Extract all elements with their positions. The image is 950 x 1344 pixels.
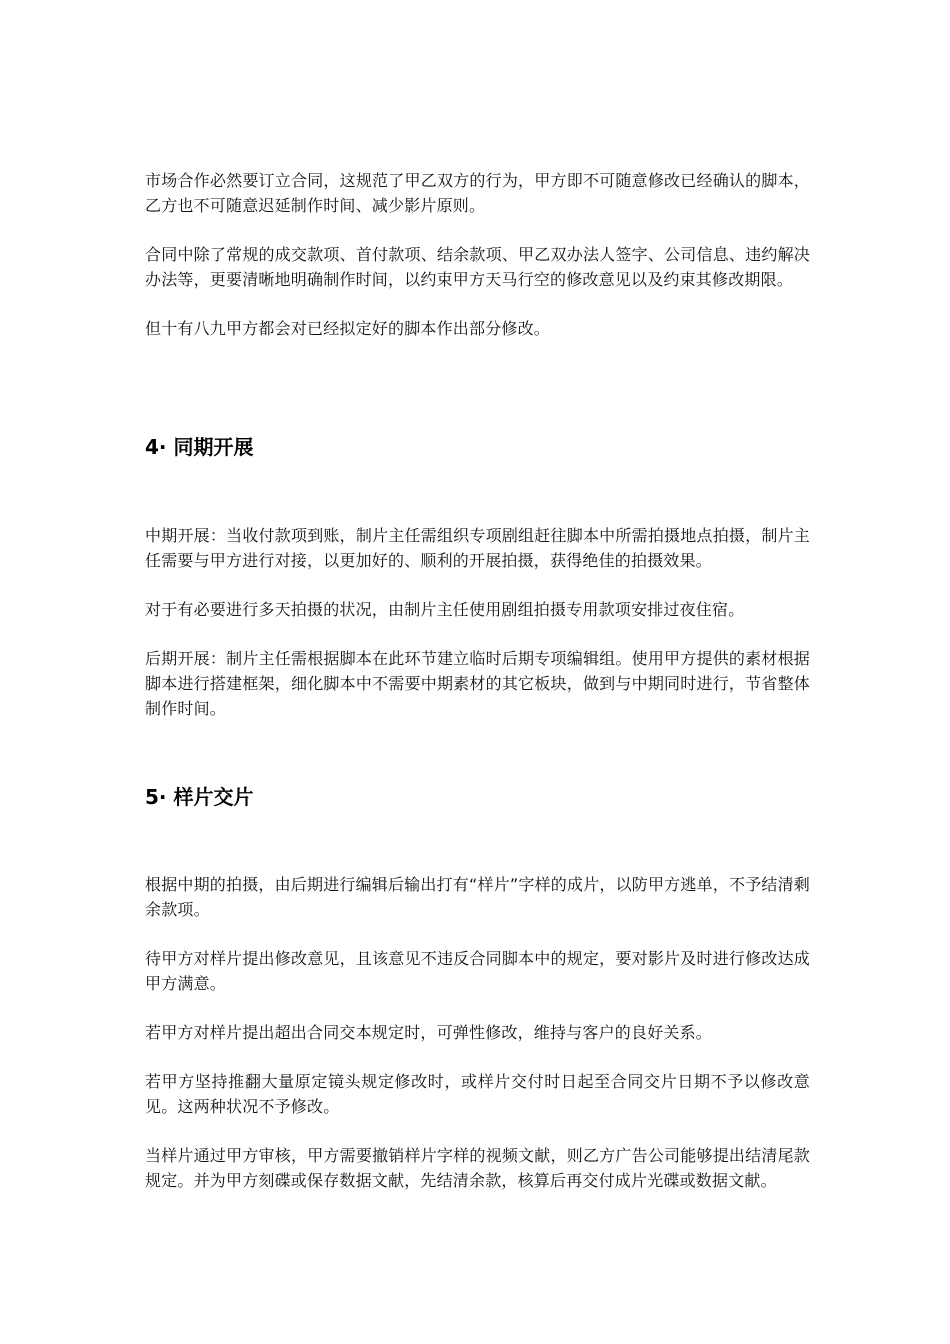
paragraph: 当样片通过甲方审核，甲方需要撤销样片字样的视频文献，则乙方广告公司能够提出结清尾款规定。并为甲方刻碟或保存数据文献，先结清余款，核算后再交付成片光碟或数据文献。 xyxy=(145,1146,810,1190)
paragraph: 若甲方坚持推翻大量原定镜头规定修改时，或样片交付时日起至合同交片日期不予以修改意见。这两种状况不予修改。 xyxy=(145,1072,810,1116)
paragraph: 对于有必要进行多天拍摄的状况，由制片主任使用剧组拍摄专用款项安排过夜住宿。 xyxy=(145,600,745,619)
paragraph: 根据中期的拍摄，由后期进行编辑后输出打有“样片”字样的成片，以防甲方逃单，不予结清剩余款项。 xyxy=(145,875,810,919)
paragraph: 中期开展：当收付款项到账，制片主任需组织专项剧组赶往脚本中所需拍摄地点拍摄，制片主任需要与甲方进行对接，以更加好的、顺利的开展拍摄，获得绝佳的拍摄效果。 xyxy=(145,526,810,570)
section-4-body xyxy=(145,523,810,745)
section-5-body xyxy=(145,872,810,1217)
section-heading: 4· 同期开展 xyxy=(145,435,254,459)
paragraph: 但十有八九甲方都会对已经拟定好的脚本作出部分修改。 xyxy=(145,319,551,338)
paragraph: 待甲方对样片提出修改意见，且该意见不违反合同脚本中的规定，要对影片及时进行修改达成甲方满意。 xyxy=(145,949,810,993)
paragraph: 市场合作必然要订立合同，这规范了甲乙双方的行为，甲方即不可随意修改已经确认的脚本，乙方也不可随意迟延制作时间、减少影片原则。 xyxy=(145,171,810,215)
intro-section xyxy=(145,168,810,365)
paragraph: 合同中除了常规的成交款项、首付款项、结余款项、甲乙双办法人签字、公司信息、违约解决办法等，更要清晰地明确制作时间，以约束甲方天马行空的修改意见以及约束其修改期限。 xyxy=(145,245,810,289)
paragraph: 后期开展：制片主任需根据脚本在此环节建立临时后期专项编辑组。使用甲方提供的素材根据脚本进行搭建框架，细化脚本中不需要中期素材的其它板块，做到与中期同时进行，节省整体制作时间。 xyxy=(145,649,810,718)
section-heading: 5· 样片交片 xyxy=(145,785,254,809)
paragraph: 若甲方对样片提出超出合同交本规定时，可弹性修改，维持与客户的良好关系。 xyxy=(145,1023,713,1042)
